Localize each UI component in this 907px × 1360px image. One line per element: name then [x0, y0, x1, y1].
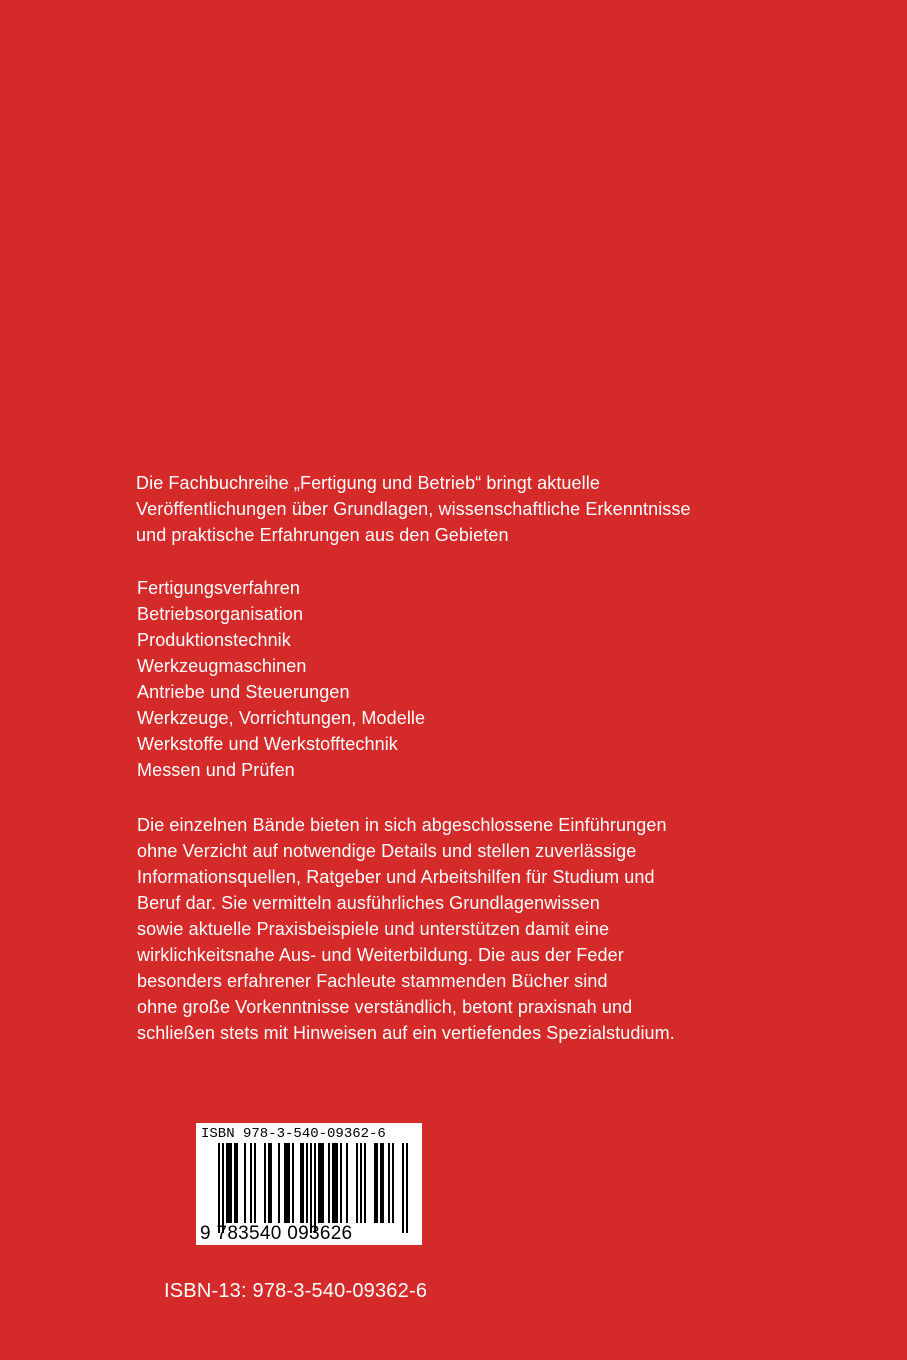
description-line: ohne Verzicht auf notwendige Details und stellen zuverlässige [137, 841, 637, 861]
topic-item: Produktionstechnik [137, 630, 291, 650]
barcode-bar [334, 1143, 336, 1223]
barcode-bar [332, 1143, 334, 1223]
barcode-isbn-label: ISBN 978-3-540-09362-6 [201, 1126, 386, 1142]
barcode-bar [292, 1143, 294, 1223]
barcode-guard-bar [222, 1143, 224, 1233]
topic-item: Antriebe und Steuerungen [137, 682, 350, 702]
barcode-bar [336, 1143, 338, 1223]
barcode-bar [318, 1143, 320, 1223]
barcode-digits: 9 783540 093626 [200, 1223, 353, 1244]
intro-line: Die Fachbuchreihe „Fertigung und Betrieb“ bringt aktuelle [136, 473, 600, 493]
barcode-bar [380, 1143, 382, 1223]
barcode-bar [302, 1143, 304, 1223]
topic-item: Fertigungsverfahren [137, 578, 300, 598]
barcode [196, 1123, 422, 1245]
barcode-guard-bar [406, 1143, 408, 1233]
barcode-bar [254, 1143, 256, 1223]
barcode-bar [228, 1143, 230, 1223]
description-line: Informationsquellen, Ratgeber und Arbeitshilfen für Studium und [137, 867, 655, 887]
barcode-bar [268, 1143, 270, 1223]
topic-item: Messen und Prüfen [137, 760, 295, 780]
barcode-bar [264, 1143, 266, 1223]
barcode-bar [270, 1143, 272, 1223]
barcode-bar [376, 1143, 378, 1223]
barcode-bar [306, 1143, 308, 1223]
barcode-guard-bar [218, 1143, 220, 1233]
barcode-bar [322, 1143, 324, 1223]
description-line: wirklichkeitsnahe Aus- und Weiterbildung. Die aus der Feder [137, 945, 624, 965]
barcode-bar [226, 1143, 228, 1223]
description-line: Beruf dar. Sie vermitteln ausführliches Grundlagenwissen [137, 893, 600, 913]
barcode-bar [286, 1143, 288, 1223]
intro-line: und praktische Erfahrungen aus den Gebieten [136, 525, 509, 545]
barcode-bar [382, 1143, 384, 1223]
barcode-bar [230, 1143, 232, 1223]
barcode-bar [360, 1143, 362, 1223]
description-line: schließen stets mit Hinweisen auf ein vertiefendes Spezialstudium. [137, 1023, 675, 1043]
barcode-bar [320, 1143, 322, 1223]
barcode-bar [300, 1143, 302, 1223]
barcode-guard-bar [310, 1143, 312, 1233]
intro-line: Veröffentlichungen über Grundlagen, wissenschaftliche Erkenntnisse [136, 499, 691, 519]
description-line: sowie aktuelle Praxisbeispiele und unterstützen damit eine [137, 919, 610, 939]
barcode-bar [364, 1143, 366, 1223]
series-intro [136, 470, 816, 548]
barcode-bar [388, 1143, 390, 1223]
barcode-bar [346, 1143, 348, 1223]
barcode-bar [250, 1143, 252, 1223]
series-description [137, 812, 797, 1046]
barcode-bar [356, 1143, 358, 1223]
barcode-bar [234, 1143, 236, 1223]
description-line: Die einzelnen Bände bieten in sich abgeschlossene Einführungen [137, 815, 667, 835]
barcode-bar [392, 1143, 394, 1223]
description-line: besonders erfahrener Fachleute stammenden Bücher sind [137, 971, 608, 991]
barcode-bar [278, 1143, 280, 1223]
barcode-bar [288, 1143, 290, 1223]
topic-item: Werkzeugmaschinen [137, 656, 307, 676]
barcode-bar [236, 1143, 238, 1223]
barcode-bar [284, 1143, 286, 1223]
barcode-guard-bar [402, 1143, 404, 1233]
barcode-bar [244, 1143, 246, 1223]
barcode-guard-bar [314, 1143, 316, 1233]
description-line: ohne große Vorkenntnisse verständlich, betont praxisnah und [137, 997, 633, 1017]
barcode-bar [340, 1143, 342, 1223]
isbn-13: ISBN-13: 978-3-540-09362-6 [164, 1280, 428, 1302]
topic-list [137, 575, 737, 783]
topic-item: Werkstoffe und Werkstofftechnik [137, 734, 398, 754]
barcode-bar [328, 1143, 330, 1223]
topic-item: Werkzeuge, Vorrichtungen, Modelle [137, 708, 426, 728]
topic-item: Betriebsorganisation [137, 604, 304, 624]
barcode-bar [374, 1143, 376, 1223]
